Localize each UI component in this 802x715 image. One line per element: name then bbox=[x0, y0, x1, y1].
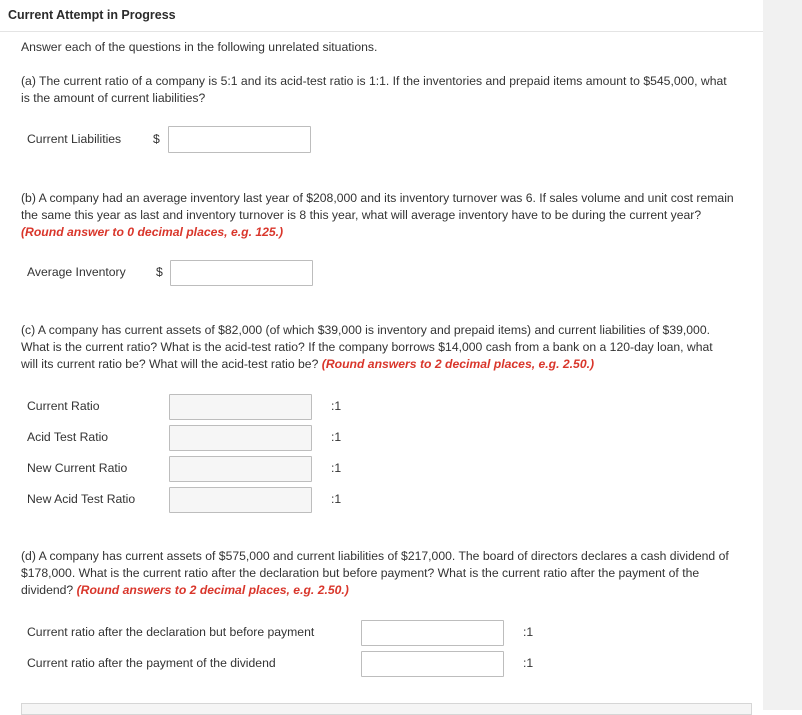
average-inventory-input[interactable] bbox=[170, 260, 313, 286]
currency-symbol-b: $ bbox=[156, 265, 163, 279]
ratio-after-declaration-label: Current ratio after the declaration but before payment bbox=[27, 625, 315, 639]
question-d-line-3-text: dividend? bbox=[21, 583, 74, 597]
question-a-line-1: (a) The current ratio of a company is 5:1 and its acid-test ratio is 1:1. If the inventories and prepaid items amount to $545,000, what bbox=[21, 74, 727, 88]
ratio-after-payment-suffix: :1 bbox=[523, 656, 534, 670]
ratio-after-payment-input[interactable] bbox=[361, 651, 504, 677]
bottom-panel-edge bbox=[21, 703, 752, 715]
rounding-instruction-d: (Round answers to 2 decimal places, e.g. 2.50.) bbox=[76, 583, 349, 597]
question-c-line-1: (c) A company has current assets of $82,000 (of which $39,000 is inventory and prepaid items) and current liabilities of $39,000. bbox=[21, 323, 710, 337]
question-b-line-2: the same this year as last and inventory turnover is 8 this year, what will average inventory have to be during the current year? bbox=[21, 208, 702, 222]
current-ratio-label: Current Ratio bbox=[27, 399, 100, 413]
question-b-line-1: (b) A company had an average inventory last year of $208,000 and its inventory turnover was 6. If sales volume and unit cost remain bbox=[21, 191, 734, 205]
intro-text: Answer each of the questions in the following unrelated situations. bbox=[21, 40, 378, 54]
question-d-line-1: (d) A company has current assets of $575,000 and current liabilities of $217,000. The board of directors declares a cash dividend of bbox=[21, 549, 729, 563]
question-d-line-2: $178,000. What is the current ratio after the declaration but before payment? What is the current ratio after the payment of the bbox=[21, 566, 700, 580]
currency-symbol-a: $ bbox=[153, 132, 160, 146]
new-current-ratio-label: New Current Ratio bbox=[27, 461, 128, 475]
question-d-line-3 bbox=[21, 582, 756, 599]
new-acid-test-ratio-input[interactable] bbox=[169, 487, 312, 513]
question-c-line-3 bbox=[21, 356, 756, 373]
right-gutter bbox=[763, 0, 802, 710]
page-title: Current Attempt in Progress bbox=[8, 8, 176, 22]
new-current-ratio-input[interactable] bbox=[169, 456, 312, 482]
rounding-instruction-c: (Round answers to 2 decimal places, e.g. 2.50.) bbox=[321, 357, 595, 371]
new-acid-test-ratio-suffix: :1 bbox=[331, 492, 342, 506]
average-inventory-label: Average Inventory bbox=[27, 265, 126, 279]
acid-test-ratio-input[interactable] bbox=[169, 425, 312, 451]
question-b bbox=[21, 190, 756, 241]
header-bar bbox=[0, 0, 763, 32]
question-c-line-3-text: will its current ratio be? What will the acid-test ratio be? bbox=[21, 357, 319, 371]
new-acid-test-ratio-label: New Acid Test Ratio bbox=[27, 492, 136, 506]
current-ratio-suffix: :1 bbox=[331, 399, 342, 413]
question-a bbox=[21, 73, 756, 107]
question-a-line-2: is the amount of current liabilities? bbox=[21, 91, 206, 105]
current-liabilities-input[interactable] bbox=[168, 126, 311, 153]
question-c bbox=[21, 322, 756, 373]
rounding-instruction-b: (Round answer to 0 decimal places, e.g. 125.) bbox=[21, 225, 284, 239]
question-d bbox=[21, 548, 756, 599]
new-current-ratio-suffix: :1 bbox=[331, 461, 342, 475]
ratio-after-declaration-suffix: :1 bbox=[523, 625, 534, 639]
current-liabilities-label: Current Liabilities bbox=[27, 132, 122, 146]
question-c-line-2: What is the current ratio? What is the acid-test ratio? If the company borrows $14,000 cash from a bank on a 120-day loan, what bbox=[21, 340, 713, 354]
ratio-after-payment-label: Current ratio after the payment of the dividend bbox=[27, 656, 276, 670]
ratio-after-declaration-input[interactable] bbox=[361, 620, 504, 646]
acid-test-ratio-suffix: :1 bbox=[331, 430, 342, 444]
current-ratio-input[interactable] bbox=[169, 394, 312, 420]
acid-test-ratio-label: Acid Test Ratio bbox=[27, 430, 109, 444]
